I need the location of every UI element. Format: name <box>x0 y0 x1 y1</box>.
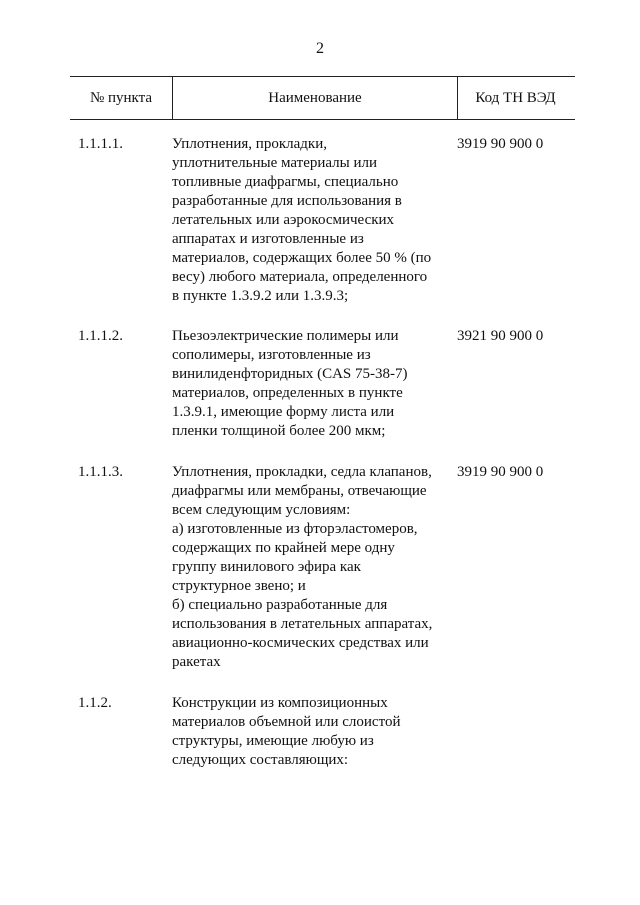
header-name: Наименование <box>172 77 458 119</box>
table-body <box>0 135 640 770</box>
header-item-number: № пункта <box>89 90 153 106</box>
table-row <box>0 463 640 672</box>
row-number: 1.1.1.3. <box>78 464 123 480</box>
table-row <box>0 135 640 306</box>
page-number: 2 <box>316 40 324 57</box>
row-name: Уплотнения, прокладки, седла клапанов, диафрагмы или мембраны, отвечающие всем следующим условиям: а) изготовленные из фторэластомеров, содержащих по крайней мере одну группу винилового эфира как структурное звено; и б) специально разработанные для использования в летательных аппаратах, авиационно-космических средствах или ракетах <box>172 464 433 670</box>
row-number: 1.1.1.1. <box>78 136 123 152</box>
row-name: Конструкции из композиционных материалов объемной или слоистой структуры, имеющие любую из следующих составляющих: <box>172 695 401 768</box>
row-code: 3919 90 900 0 <box>457 464 544 480</box>
row-number: 1.1.2. <box>78 695 112 711</box>
row-code: 3919 90 900 0 <box>457 136 544 152</box>
row-name: Уплотнения, прокладки, уплотнительные материалы или топливные диафрагмы, специально разработанные для использования в летательных или аэрокосмических аппаратах и изготовленные из материалов, содержащих более 50 % (по весу) любого материала, определенного в пункте 1.3.9.2 или 1.3.9.3; <box>172 136 432 304</box>
table-row <box>0 327 640 441</box>
row-name: Пьезоэлектрические полимеры или сополимеры, изготовленные из винилиденфторидных (CAS 75-38-7) материалов, определенных в пункте 1.3.9.1, имеющие форму листа или пленки толщиной более 200 мкм; <box>172 328 408 439</box>
table-header <box>70 76 575 120</box>
header-code: Код ТН ВЭД <box>475 90 556 106</box>
row-code: 3921 90 900 0 <box>457 328 544 344</box>
row-number: 1.1.1.2. <box>78 328 123 344</box>
table-row <box>0 694 640 770</box>
